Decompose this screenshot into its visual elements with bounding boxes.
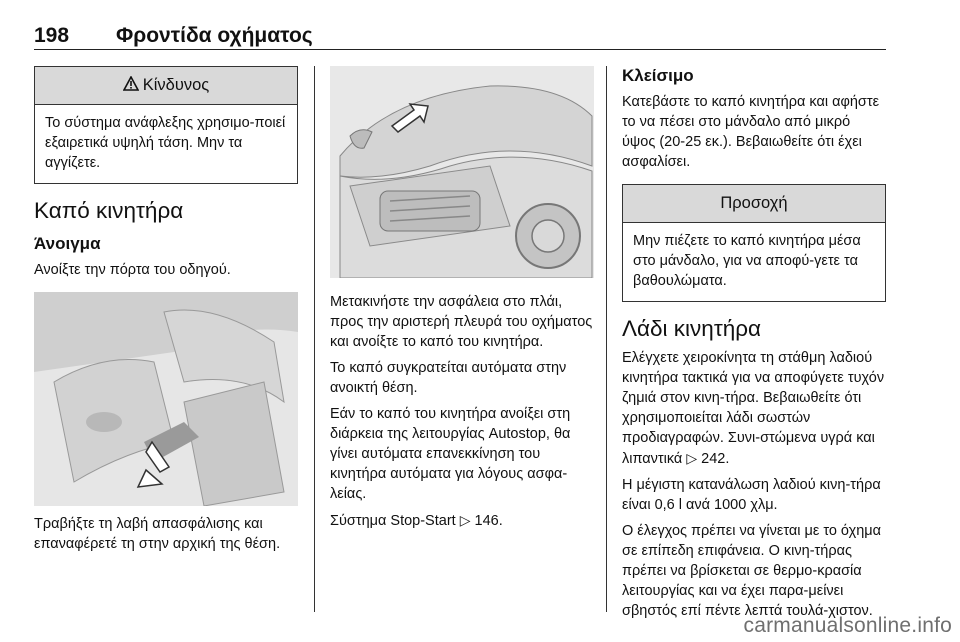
paragraph: Τραβήξτε τη λαβή απασφάλισης και επαναφέρετέ τη στην αρχική της θέση. <box>34 516 281 552</box>
danger-box-body: Το σύστημα ανάφλεξης χρησιμο-ποιεί εξαιρετικά υψηλή τάση. Μην τα αγγίζετε. <box>45 115 286 171</box>
paragraph: Η μέγιστη κατανάλωση λαδιού κινη-τήρα είναι 0,6 l ανά 1000 χλμ. <box>622 477 881 513</box>
paragraph: Ανοίξτε την πόρτα του οδηγού. <box>34 262 231 278</box>
section-title-engine-oil: Λάδι κινητήρα <box>622 316 762 341</box>
page-reference-link[interactable]: 242. <box>701 451 730 467</box>
chapter-title: Φροντίδα οχήματος <box>116 24 313 47</box>
column-left <box>34 66 298 554</box>
paragraph: Μετακινήστε την ασφάλεια στο πλάι, προς την αριστερή πλευρά του οχήματος και ανοίξτε το καπό του κινητήρα. <box>330 294 593 350</box>
page-header <box>34 22 886 50</box>
figure-release-lever <box>34 292 298 506</box>
caution-box-body: Μην πιέζετε το καπό κινητήρα μέσα στο μάνδαλο, για να αποφύ-γετε τα βαθουλώματα. <box>633 233 861 289</box>
paragraph: Το καπό συγκρατείται αυτόματα στην ανοικτή θέση. <box>330 360 567 396</box>
caution-box <box>622 184 886 302</box>
paragraph-stop-start-ref <box>330 510 594 531</box>
danger-box <box>34 66 298 184</box>
column-middle <box>330 66 594 531</box>
paragraph: Κατεβάστε το καπό κινητήρα και αφήστε το να πέσει στο μάνδαλο από μικρό ύψος (20-25 εκ.). Βεβαιωθείτε ότι έχει ασφαλίσει. <box>622 94 880 170</box>
warning-triangle-icon <box>123 76 139 96</box>
paragraph: Ο έλεγχος πρέπει να γίνεται με το όχημα σε επίπεδη επιφάνεια. Ο κινη-τήρας πρέπει να βρίσκεται σε θερμο-κρασία λειτουργίας και να έχει παρα-μείνει σβηστός επί πέντε λεπτά τουλά-χιστον. <box>622 523 882 619</box>
subsection-title-closing: Κλείσιμο <box>622 66 694 85</box>
column-divider <box>314 66 315 612</box>
caution-box-title: Προσοχή <box>623 185 885 223</box>
subsection-title-opening: Άνοιγμα <box>34 234 101 253</box>
page-reference-arrow-icon: ▷ <box>459 512 471 528</box>
column-right <box>622 66 886 621</box>
watermark: carmanualsonline.info <box>743 614 952 637</box>
paragraph-text: Ελέγχετε χειροκίνητα τη στάθμη λαδιού κινητήρα τακτικά για να αποφύγετε τυχόν ζημιά στον κινη-τήρα. Βεβαιωθείτε ότι χρησιμοποιείται λάδι σωστών προδιαγραφών. Συνι-στώμενα υγρά και λιπαντικά <box>622 350 885 467</box>
danger-box-title-text: Κίνδυνος <box>142 76 210 94</box>
danger-box-title <box>35 67 297 105</box>
section-title-hood: Καπό κινητήρα <box>34 198 184 223</box>
ref-text: Σύστημα Stop-Start <box>330 513 456 529</box>
page-reference-link[interactable]: 146. <box>474 513 503 529</box>
page-reference-arrow-icon: ▷ <box>686 450 698 466</box>
page-number: 198 <box>34 24 70 47</box>
paragraph: Εάν το καπό του κινητήρα ανοίξει στη διάρκεια της λειτουργίας Autostop, θα γίνει αυτόματα επανεκκίνηση του κινητήρα αυτόματα για λόγους ασφα-λείας. <box>330 406 571 502</box>
paragraph-oil-check <box>622 348 886 469</box>
column-divider <box>606 66 607 612</box>
figure-open-hood <box>330 66 594 278</box>
